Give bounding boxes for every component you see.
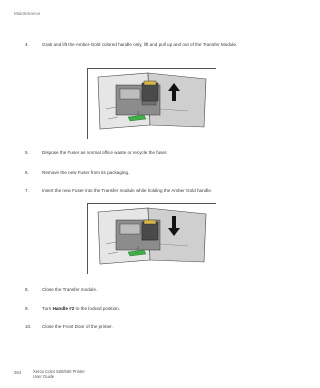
step-text — [42, 306, 120, 311]
step-text: Insert the new Fuser into the Transfer module while holding the Amber Gold handle. — [42, 188, 213, 193]
page-number: 264 — [14, 370, 21, 375]
step-number: 10. — [25, 324, 32, 329]
step-number: 9. — [25, 306, 29, 311]
running-header: Maintenance — [14, 11, 41, 16]
step-text: Grab and lift the Amber-Gold colored handle only, lift and pull up and out of the Transfer Module. — [42, 42, 238, 47]
fuser-insert-illustration — [88, 204, 216, 274]
handle-label: 2 — [137, 110, 140, 115]
step-text-pre: Turn — [42, 306, 53, 311]
step-number: 4. — [25, 42, 29, 47]
step-text-post: to the locked position. — [74, 306, 120, 311]
handle-name: Handle #2 — [52, 306, 75, 311]
figure-insert-fuser — [87, 203, 216, 274]
product-line-1: Xerox Color 550/560 Printer — [33, 369, 85, 374]
step-number: 8. — [25, 287, 29, 292]
step-number: 6. — [25, 170, 29, 175]
product-name — [33, 369, 85, 379]
step-number: 7. — [25, 188, 29, 193]
fuser-removal-illustration — [88, 69, 216, 139]
step-text: Remove the new Fuser from its packaging. — [42, 170, 130, 175]
step-number: 5. — [25, 150, 29, 155]
step-text: Close the Transfer module. — [42, 287, 98, 292]
figure-remove-fuser — [87, 68, 216, 139]
step-text: Close the Front Door of the printer. — [42, 324, 113, 329]
step-text: Dispose the Fuser as normal office waste or recycle the fuser. — [42, 150, 168, 155]
product-line-2: User Guide — [33, 374, 55, 380]
handle-label: 2 — [137, 245, 140, 250]
